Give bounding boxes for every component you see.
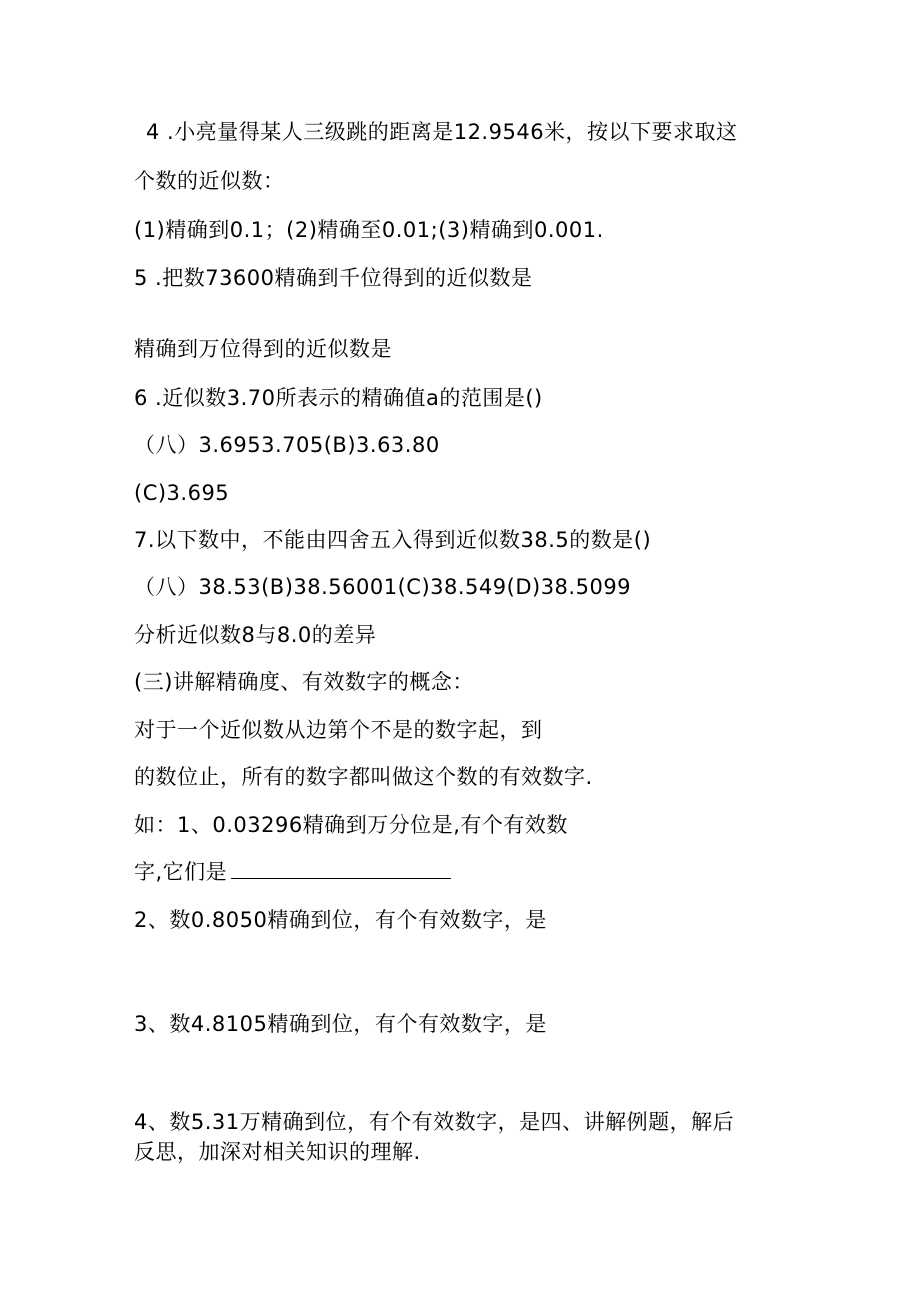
example-2: 2、数0.8050精确到位，有个有效数字，是 (134, 908, 547, 932)
example-1-line-1: 如：1、0.03296精确到万分位是,有个有效数 (134, 813, 568, 837)
question-6-option-c: (C)3.695 (134, 481, 230, 505)
question-7: 7.以下数中，不能由四舍五入得到近似数38.5的数是() (134, 528, 652, 552)
definition-line-1: 对于一个近似数从边第个不是的数字起，到 (134, 718, 543, 742)
analysis-line: 分析近似数8与8.0的差异 (134, 623, 377, 647)
question-6-options-a-b: （八）3.6953.705(B)3.63.80 (134, 433, 440, 457)
example-1-line-2 (134, 858, 451, 886)
question-4-line-1: 4 .小亮量得某人三级跳的距离是12.9546米，按以下要求取这 (146, 120, 738, 144)
answer-blank (231, 858, 451, 879)
question-5-line-2: 精确到万位得到的近似数是 (134, 337, 392, 361)
question-5-line-1: 5 .把数73600精确到千位得到的近似数是 (134, 266, 533, 290)
definition-line-2: 的数位止，所有的数字都叫做这个数的有效数字. (134, 765, 593, 789)
question-4-options: (1)精确到0.1；(2)精确至0.01;(3)精确到0.001. (134, 218, 604, 242)
section-heading: (三)讲解精确度、有效数字的概念： (134, 670, 474, 694)
example-1-line-2-text: 字,它们是 (134, 860, 228, 884)
question-6: 6 .近似数3.70所表示的精确值a的范围是() (134, 386, 543, 410)
question-4-line-2: 个数的近似数： (134, 169, 285, 193)
example-4-line-2: 反思，加深对相关知识的理解. (134, 1140, 421, 1164)
example-4-line-1: 4、数5.31万精确到位，有个有效数字，是四、讲解例题，解后 (134, 1110, 735, 1134)
example-3: 3、数4.8105精确到位，有个有效数字，是 (134, 1012, 547, 1036)
question-7-options: （八）38.53(B)38.56001(C)38.549(D)38.5099 (134, 575, 632, 599)
